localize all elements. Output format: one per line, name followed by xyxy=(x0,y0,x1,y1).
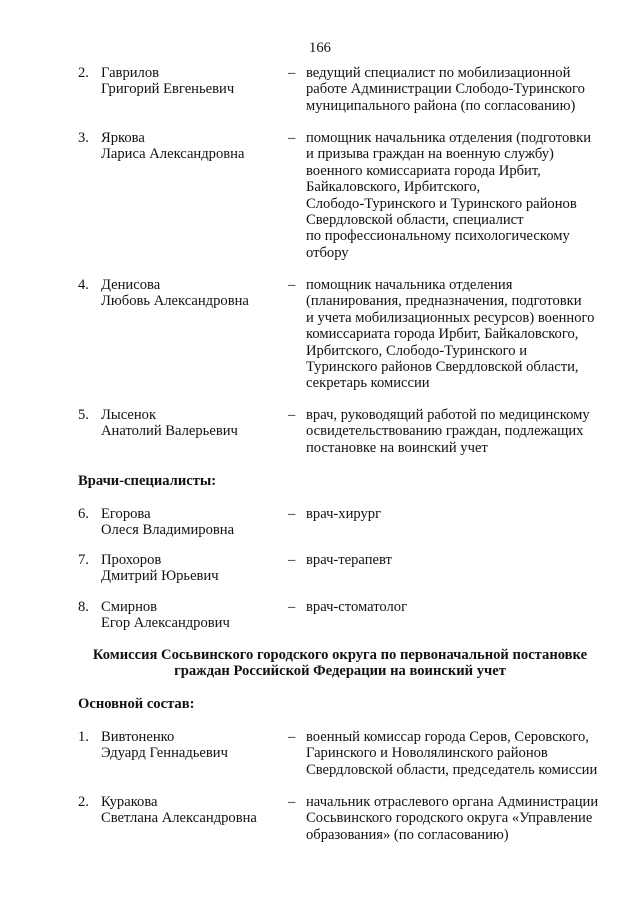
entry-number: 7. xyxy=(78,552,89,568)
given-names: Любовь Александровна xyxy=(101,293,249,310)
separator-dash: – xyxy=(288,552,296,568)
member-role xyxy=(306,599,626,615)
role-line: образования» (по согласованию) xyxy=(306,826,509,843)
commission-title-line: граждан Российской Федерации на воинский учет xyxy=(174,663,506,680)
member-role xyxy=(306,65,626,114)
entry-number: 1. xyxy=(78,729,89,745)
role-line: врач-хирург xyxy=(306,506,382,522)
given-names: Анатолий Валерьевич xyxy=(101,423,238,440)
member-name xyxy=(101,277,281,310)
given-names: Светлана Александровна xyxy=(101,810,257,827)
role-line: Туринского районов Свердловской области, xyxy=(306,359,579,376)
separator-dash: – xyxy=(288,506,296,522)
role-line: по профессиональному психологическому xyxy=(306,228,570,245)
role-line: помощник начальника отделения xyxy=(306,277,513,293)
surname: Егорова xyxy=(101,506,151,522)
role-line: Свердловской области, специалист xyxy=(306,212,524,229)
role-line: военный комиссар города Серов, Серовского, xyxy=(306,729,589,745)
given-names: Григорий Евгеньевич xyxy=(101,81,235,98)
surname: Гаврилов xyxy=(101,65,160,81)
role-line: комиссариата города Ирбит, Байкаловского, xyxy=(306,326,579,343)
role-line: освидетельствованию граждан, подлежащих xyxy=(306,423,584,440)
surname: Прохоров xyxy=(101,552,162,568)
doctors-heading: Врачи-специалисты: xyxy=(78,473,217,489)
member-name xyxy=(101,729,281,762)
page-number: 166 xyxy=(309,40,331,56)
separator-dash: – xyxy=(288,729,296,745)
surname: Яркова xyxy=(101,130,145,146)
member-name xyxy=(101,407,281,440)
entry-number: 6. xyxy=(78,506,89,522)
member-name xyxy=(101,552,281,585)
role-line: ведущий специалист по мобилизационной xyxy=(306,65,571,81)
role-line: (планирования, предназначения, подготовки xyxy=(306,293,582,310)
member-role xyxy=(306,794,626,843)
separator-dash: – xyxy=(288,65,296,81)
member-name xyxy=(101,794,281,827)
member-role xyxy=(306,729,626,778)
role-line: Сосьвинского городского округа «Управление xyxy=(306,810,593,827)
given-names: Егор Александрович xyxy=(101,615,230,632)
entry-number: 5. xyxy=(78,407,89,423)
member-name xyxy=(101,506,281,539)
separator-dash: – xyxy=(288,407,296,423)
separator-dash: – xyxy=(288,794,296,810)
role-line: Свердловской области, председатель комиссии xyxy=(306,761,598,778)
member-role xyxy=(306,552,626,568)
separator-dash: – xyxy=(288,599,296,615)
member-role xyxy=(306,130,626,261)
commission-title-line: Комиссия Сосьвинского городского округа по первоначальной постановке xyxy=(92,647,588,663)
given-names: Дмитрий Юрьевич xyxy=(101,568,219,585)
role-line: врач, руководящий работой по медицинскому xyxy=(306,407,590,423)
separator-dash: – xyxy=(288,130,296,146)
member-role xyxy=(306,277,626,392)
role-line: Ирбитского, Слободо-Туринского и xyxy=(306,342,528,359)
role-line: врач-терапевт xyxy=(306,552,392,568)
role-line: отбору xyxy=(306,244,349,261)
given-names: Олеся Владимировна xyxy=(101,522,235,539)
role-line: помощник начальника отделения (подготовки xyxy=(306,130,592,146)
entry-number: 8. xyxy=(78,599,89,615)
role-line: и учета мобилизационных ресурсов) военного xyxy=(306,309,595,326)
given-names: Лариса Александровна xyxy=(101,146,245,163)
role-line: Слободо-Туринского и Туринского районов xyxy=(306,195,577,212)
entry-number: 3. xyxy=(78,130,89,146)
role-line: военного комиссариата города Ирбит, xyxy=(306,162,541,179)
member-role xyxy=(306,407,626,456)
member-role xyxy=(306,506,626,522)
role-line: секретарь комиссии xyxy=(306,375,430,392)
role-line: муниципального района (по согласованию) xyxy=(306,97,576,114)
role-line: врач-стоматолог xyxy=(306,599,408,615)
member-name xyxy=(101,599,281,632)
member-name xyxy=(101,65,281,98)
member-name xyxy=(101,130,281,163)
role-line: Байкаловского, Ирбитского, xyxy=(306,179,481,196)
surname: Лысенок xyxy=(101,407,157,423)
role-line: Гаринского и Новолялинского районов xyxy=(306,745,548,762)
role-line: начальник отраслевого органа Администрации xyxy=(306,794,599,810)
entry-number: 4. xyxy=(78,277,89,293)
main-composition-heading: Основной состав: xyxy=(78,696,195,712)
commission-title xyxy=(60,647,620,680)
role-line: постановке на воинский учет xyxy=(306,439,488,456)
surname: Смирнов xyxy=(101,599,158,615)
role-line: работе Администрации Слободо-Туринского xyxy=(306,81,585,98)
surname: Денисова xyxy=(101,277,161,293)
separator-dash: – xyxy=(288,277,296,293)
surname: Вивтоненко xyxy=(101,729,175,745)
surname: Куракова xyxy=(101,794,158,810)
entry-number: 2. xyxy=(78,65,89,81)
role-line: и призыва граждан на военную службу) xyxy=(306,146,554,163)
given-names: Эдуард Геннадьевич xyxy=(101,745,228,762)
entry-number: 2. xyxy=(78,794,89,810)
